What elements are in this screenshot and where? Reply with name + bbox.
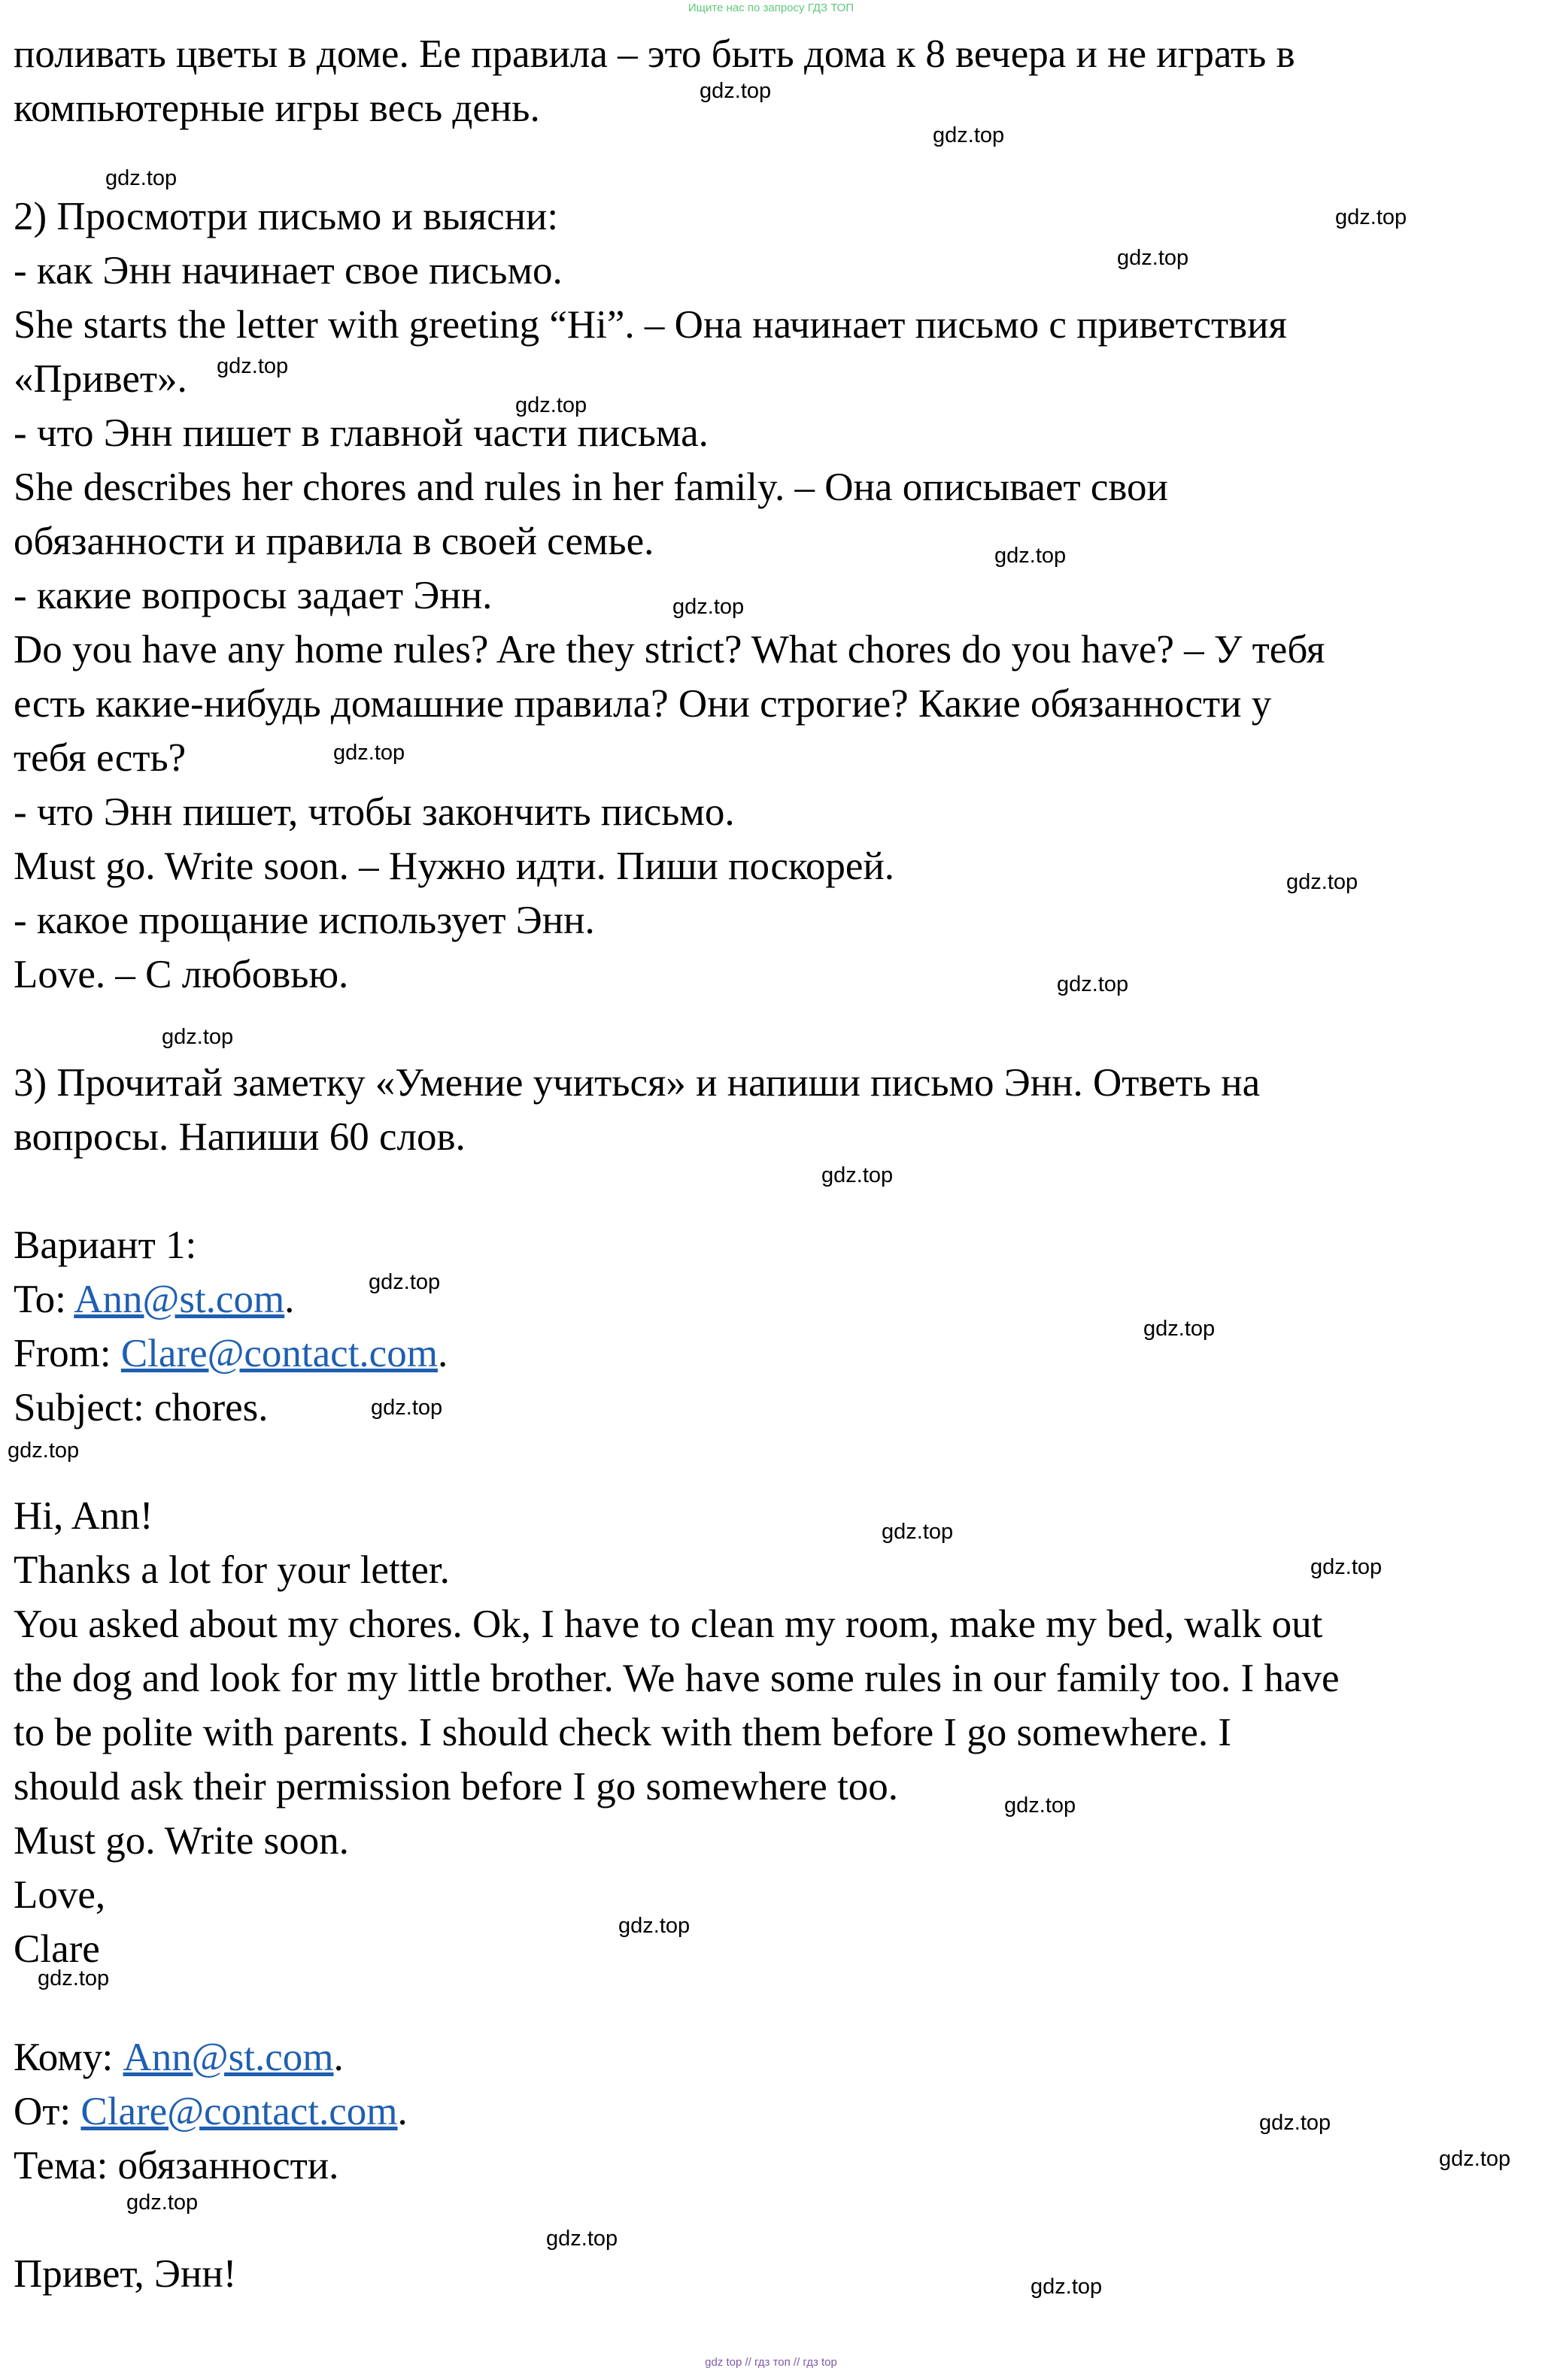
task-heading: 2) Просмотри письмо и выясни: — [14, 195, 559, 238]
watermark: gdz.top — [105, 166, 178, 190]
watermark: gdz.top — [369, 1270, 441, 1294]
email-from-link-ru[interactable]: Clare@contact.com — [80, 2090, 398, 2133]
watermark: gdz.top — [546, 2227, 618, 2251]
text-line: - что Энн пишет в главной части письма. — [14, 411, 709, 455]
variant-label: Вариант 1: — [14, 1223, 197, 1267]
text-line: - какие вопросы задает Энн. — [14, 574, 493, 617]
letter-line: should ask their permission before I go somewhere too. — [14, 1765, 899, 1808]
watermark: gdz.top — [1117, 246, 1189, 270]
email-subject-line-ru: Тема: обязанности. — [14, 2144, 339, 2187]
text-line: есть какие-нибудь домашние правила? Они строгие? Какие обязанности у — [14, 682, 1272, 726]
email-to-link-ru[interactable]: Ann@st.com — [123, 2036, 334, 2079]
text-line: компьютерные игры весь день. — [14, 86, 540, 130]
watermark: gdz.top — [217, 354, 289, 378]
email-subject-line: Subject: chores. — [14, 1386, 269, 1430]
text-line: - как Энн начинает свое письмо. — [14, 249, 563, 293]
letter-line: to be polite with parents. I should check with them before I go somewhere. I — [14, 1711, 1231, 1754]
task-heading: 3) Прочитай заметку «Умение учиться» и напиши письмо Энн. Ответь на — [14, 1061, 1261, 1105]
letter-line: the dog and look for my little brother. We have some rules in our family too. I have — [14, 1657, 1340, 1700]
text-line: Do you have any home rules? Are they strict? What chores do you have? – У тебя — [14, 628, 1325, 672]
watermark: gdz.top — [1310, 1555, 1383, 1579]
watermark: gdz.top — [882, 1520, 954, 1544]
watermark: gdz.top — [1143, 1317, 1216, 1341]
letter-greeting: Hi, Ann! — [14, 1494, 153, 1538]
watermark: gdz.top — [333, 741, 405, 765]
email-to-line: To: Ann@st.com. — [14, 1278, 295, 1321]
watermark: gdz.top — [515, 393, 587, 417]
text-line: поливать цветы в доме. Ее правила – это быть дома к 8 вечера и не играть в — [14, 32, 1295, 76]
email-from-link[interactable]: Clare@contact.com — [120, 1332, 438, 1375]
watermark: gdz.top — [1031, 2275, 1103, 2299]
watermark: gdz.top — [1259, 2111, 1331, 2135]
email-from-line-ru: От: Clare@contact.com. — [14, 2090, 408, 2133]
letter-line: Must go. Write soon. — [14, 1819, 349, 1863]
footer-banner: gdz top // гдз топ // гдз top — [705, 2356, 837, 2369]
watermark: gdz.top — [126, 2191, 199, 2215]
watermark: gdz.top — [1286, 870, 1358, 894]
text-line: - что Энн пишет, чтобы закончить письмо. — [14, 790, 735, 834]
watermark: gdz.top — [821, 1163, 894, 1187]
text-line: She describes her chores and rules in her family. – Она описывает свои — [14, 465, 1168, 509]
letter-greeting-ru: Привет, Энн! — [14, 2252, 237, 2296]
watermark: gdz.top — [371, 1396, 443, 1420]
watermark: gdz.top — [700, 79, 772, 103]
watermark: gdz.top — [1004, 1793, 1076, 1818]
watermark: gdz.top — [38, 1966, 110, 1990]
text-line: вопросы. Напиши 60 слов. — [14, 1115, 466, 1159]
watermark: gdz.top — [672, 595, 745, 619]
text-line: - какое прощание использует Энн. — [14, 899, 595, 942]
text-line: обязанности и правила в своей семье. — [14, 520, 654, 563]
watermark: gdz.top — [994, 544, 1067, 568]
email-to-link[interactable]: Ann@st.com — [74, 1278, 285, 1321]
watermark: gdz.top — [618, 1914, 691, 1938]
letter-line: Thanks a lot for your letter. — [14, 1548, 450, 1592]
watermark: gdz.top — [162, 1025, 234, 1049]
email-from-line: From: Clare@contact.com. — [14, 1332, 448, 1375]
email-to-line-ru: Кому: Ann@st.com. — [14, 2036, 344, 2079]
text-line: тебя есть? — [14, 736, 187, 780]
letter-signature: Clare — [14, 1927, 100, 1971]
text-line: Love. – С любовью. — [14, 953, 349, 996]
header-banner: Ищите нас по запросу ГДЗ ТОП — [688, 2, 854, 14]
text-line: «Привет». — [14, 357, 187, 401]
letter-line: Love, — [14, 1873, 106, 1917]
watermark: gdz.top — [1057, 972, 1129, 996]
watermark: gdz.top — [1335, 205, 1407, 229]
text-line: Must go. Write soon. – Нужно идти. Пиши поскорей. — [14, 844, 895, 888]
watermark: gdz.top — [1439, 2147, 1511, 2171]
watermark: gdz.top — [8, 1439, 80, 1463]
letter-line: You asked about my chores. Ok, I have to clean my room, make my bed, walk out — [14, 1602, 1323, 1646]
watermark: gdz.top — [933, 123, 1005, 147]
text-line: She starts the letter with greeting “Hi”. – Она начинает письмо с приветствия — [14, 303, 1287, 347]
